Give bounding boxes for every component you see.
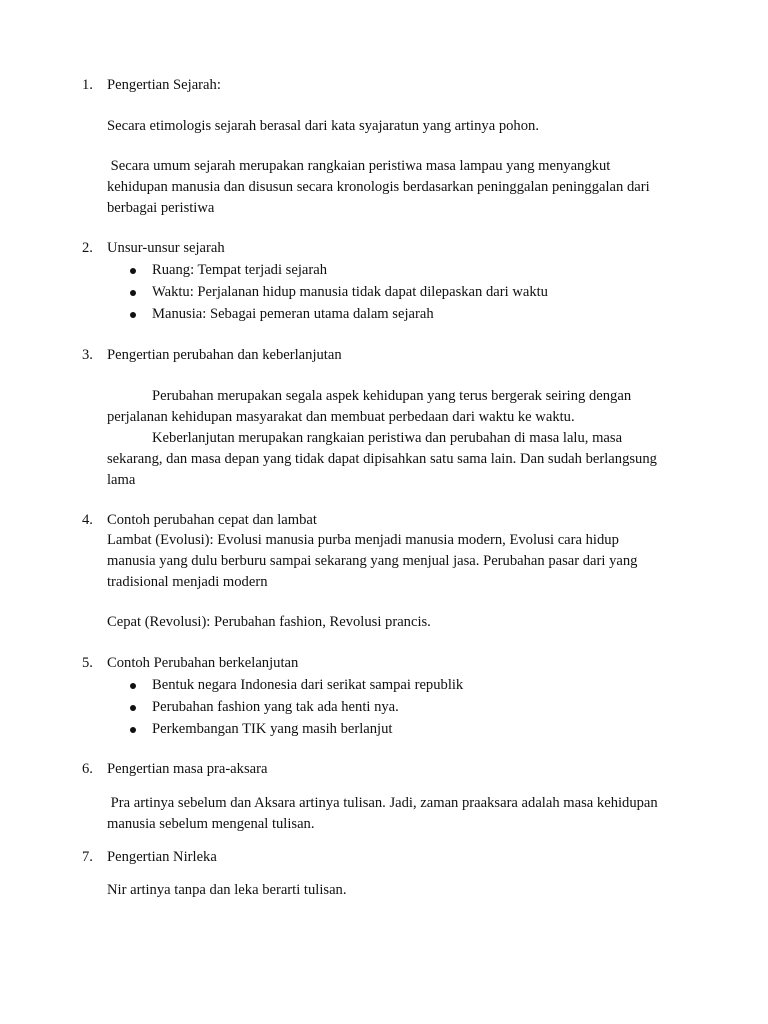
paragraph-line: Cepat (Revolusi): Perubahan fashion, Revolusi prancis. — [107, 614, 431, 630]
list-number: 5. — [82, 655, 93, 671]
bullet-item: Manusia: Sebagai pemeran utama dalam sejarah — [152, 306, 434, 322]
paragraph-line: sekarang, dan masa depan yang tidak dapat dipisahkan satu sama lain. Dan sudah berlangsung — [107, 451, 657, 467]
section-heading: Pengertian masa pra-aksara — [107, 761, 268, 777]
bullet-item: Ruang: Tempat terjadi sejarah — [152, 262, 327, 278]
section-heading: Contoh perubahan cepat dan lambat — [107, 512, 317, 528]
paragraph-line: Keberlanjutan merupakan rangkaian peristiwa dan perubahan di masa lalu, masa — [152, 430, 623, 446]
list-number: 7. — [82, 849, 93, 865]
paragraph-line: lama — [107, 472, 136, 488]
bullet-icon — [130, 683, 136, 689]
bullet-item: Waktu: Perjalanan hidup manusia tidak dapat dilepaskan dari waktu — [152, 284, 548, 300]
paragraph-line: perjalanan kehidupan masyarakat dan membuat perbedaan dari waktu ke waktu. — [107, 409, 575, 425]
section-heading: Pengertian perubahan dan keberlanjutan — [107, 347, 342, 363]
paragraph-line: Secara etimologis sejarah berasal dari kata syajaratun yang artinya pohon. — [107, 118, 539, 134]
section-heading: Unsur-unsur sejarah — [107, 240, 225, 256]
paragraph-line: berbagai peristiwa — [107, 200, 215, 216]
bullet-item: Perubahan fashion yang tak ada henti nya. — [152, 699, 399, 715]
list-number: 2. — [82, 240, 93, 256]
paragraph-line: Nir artinya tanpa dan leka berarti tulisan. — [107, 882, 347, 898]
paragraph-line: tradisional menjadi modern — [107, 574, 268, 590]
bullet-item: Perkembangan TIK yang masih berlanjut — [152, 721, 393, 737]
section-heading: Pengertian Sejarah: — [107, 77, 221, 93]
paragraph-line: Secara umum sejarah merupakan rangkaian peristiwa masa lampau yang menyangkut — [107, 158, 611, 174]
list-number: 1. — [82, 77, 93, 93]
paragraph-line: Lambat (Evolusi): Evolusi manusia purba menjadi manusia modern, Evolusi cara hidup — [107, 532, 619, 548]
bullet-icon — [130, 312, 136, 318]
bullet-icon — [130, 268, 136, 274]
list-number: 3. — [82, 347, 93, 363]
paragraph-line: kehidupan manusia dan disusun secara kronologis berdasarkan peninggalan peninggalan dari — [107, 179, 650, 195]
bullet-icon — [130, 290, 136, 296]
section-heading: Contoh Perubahan berkelanjutan — [107, 655, 299, 671]
bullet-icon — [130, 727, 136, 733]
section-heading: Pengertian Nirleka — [107, 849, 217, 865]
paragraph-line: manusia sebelum mengenal tulisan. — [107, 816, 315, 832]
paragraph-line: manusia yang dulu berburu sampai sekarang yang menjual jasa. Perubahan pasar dari yang — [107, 553, 638, 569]
paragraph-line: Perubahan merupakan segala aspek kehidupan yang terus bergerak seiring dengan — [152, 388, 632, 404]
bullet-item: Bentuk negara Indonesia dari serikat sampai republik — [152, 677, 464, 693]
bullet-icon — [130, 705, 136, 711]
list-number: 4. — [82, 512, 93, 528]
paragraph-line: Pra artinya sebelum dan Aksara artinya tulisan. Jadi, zaman praaksara adalah masa kehidupan — [107, 795, 658, 811]
list-number: 6. — [82, 761, 93, 777]
